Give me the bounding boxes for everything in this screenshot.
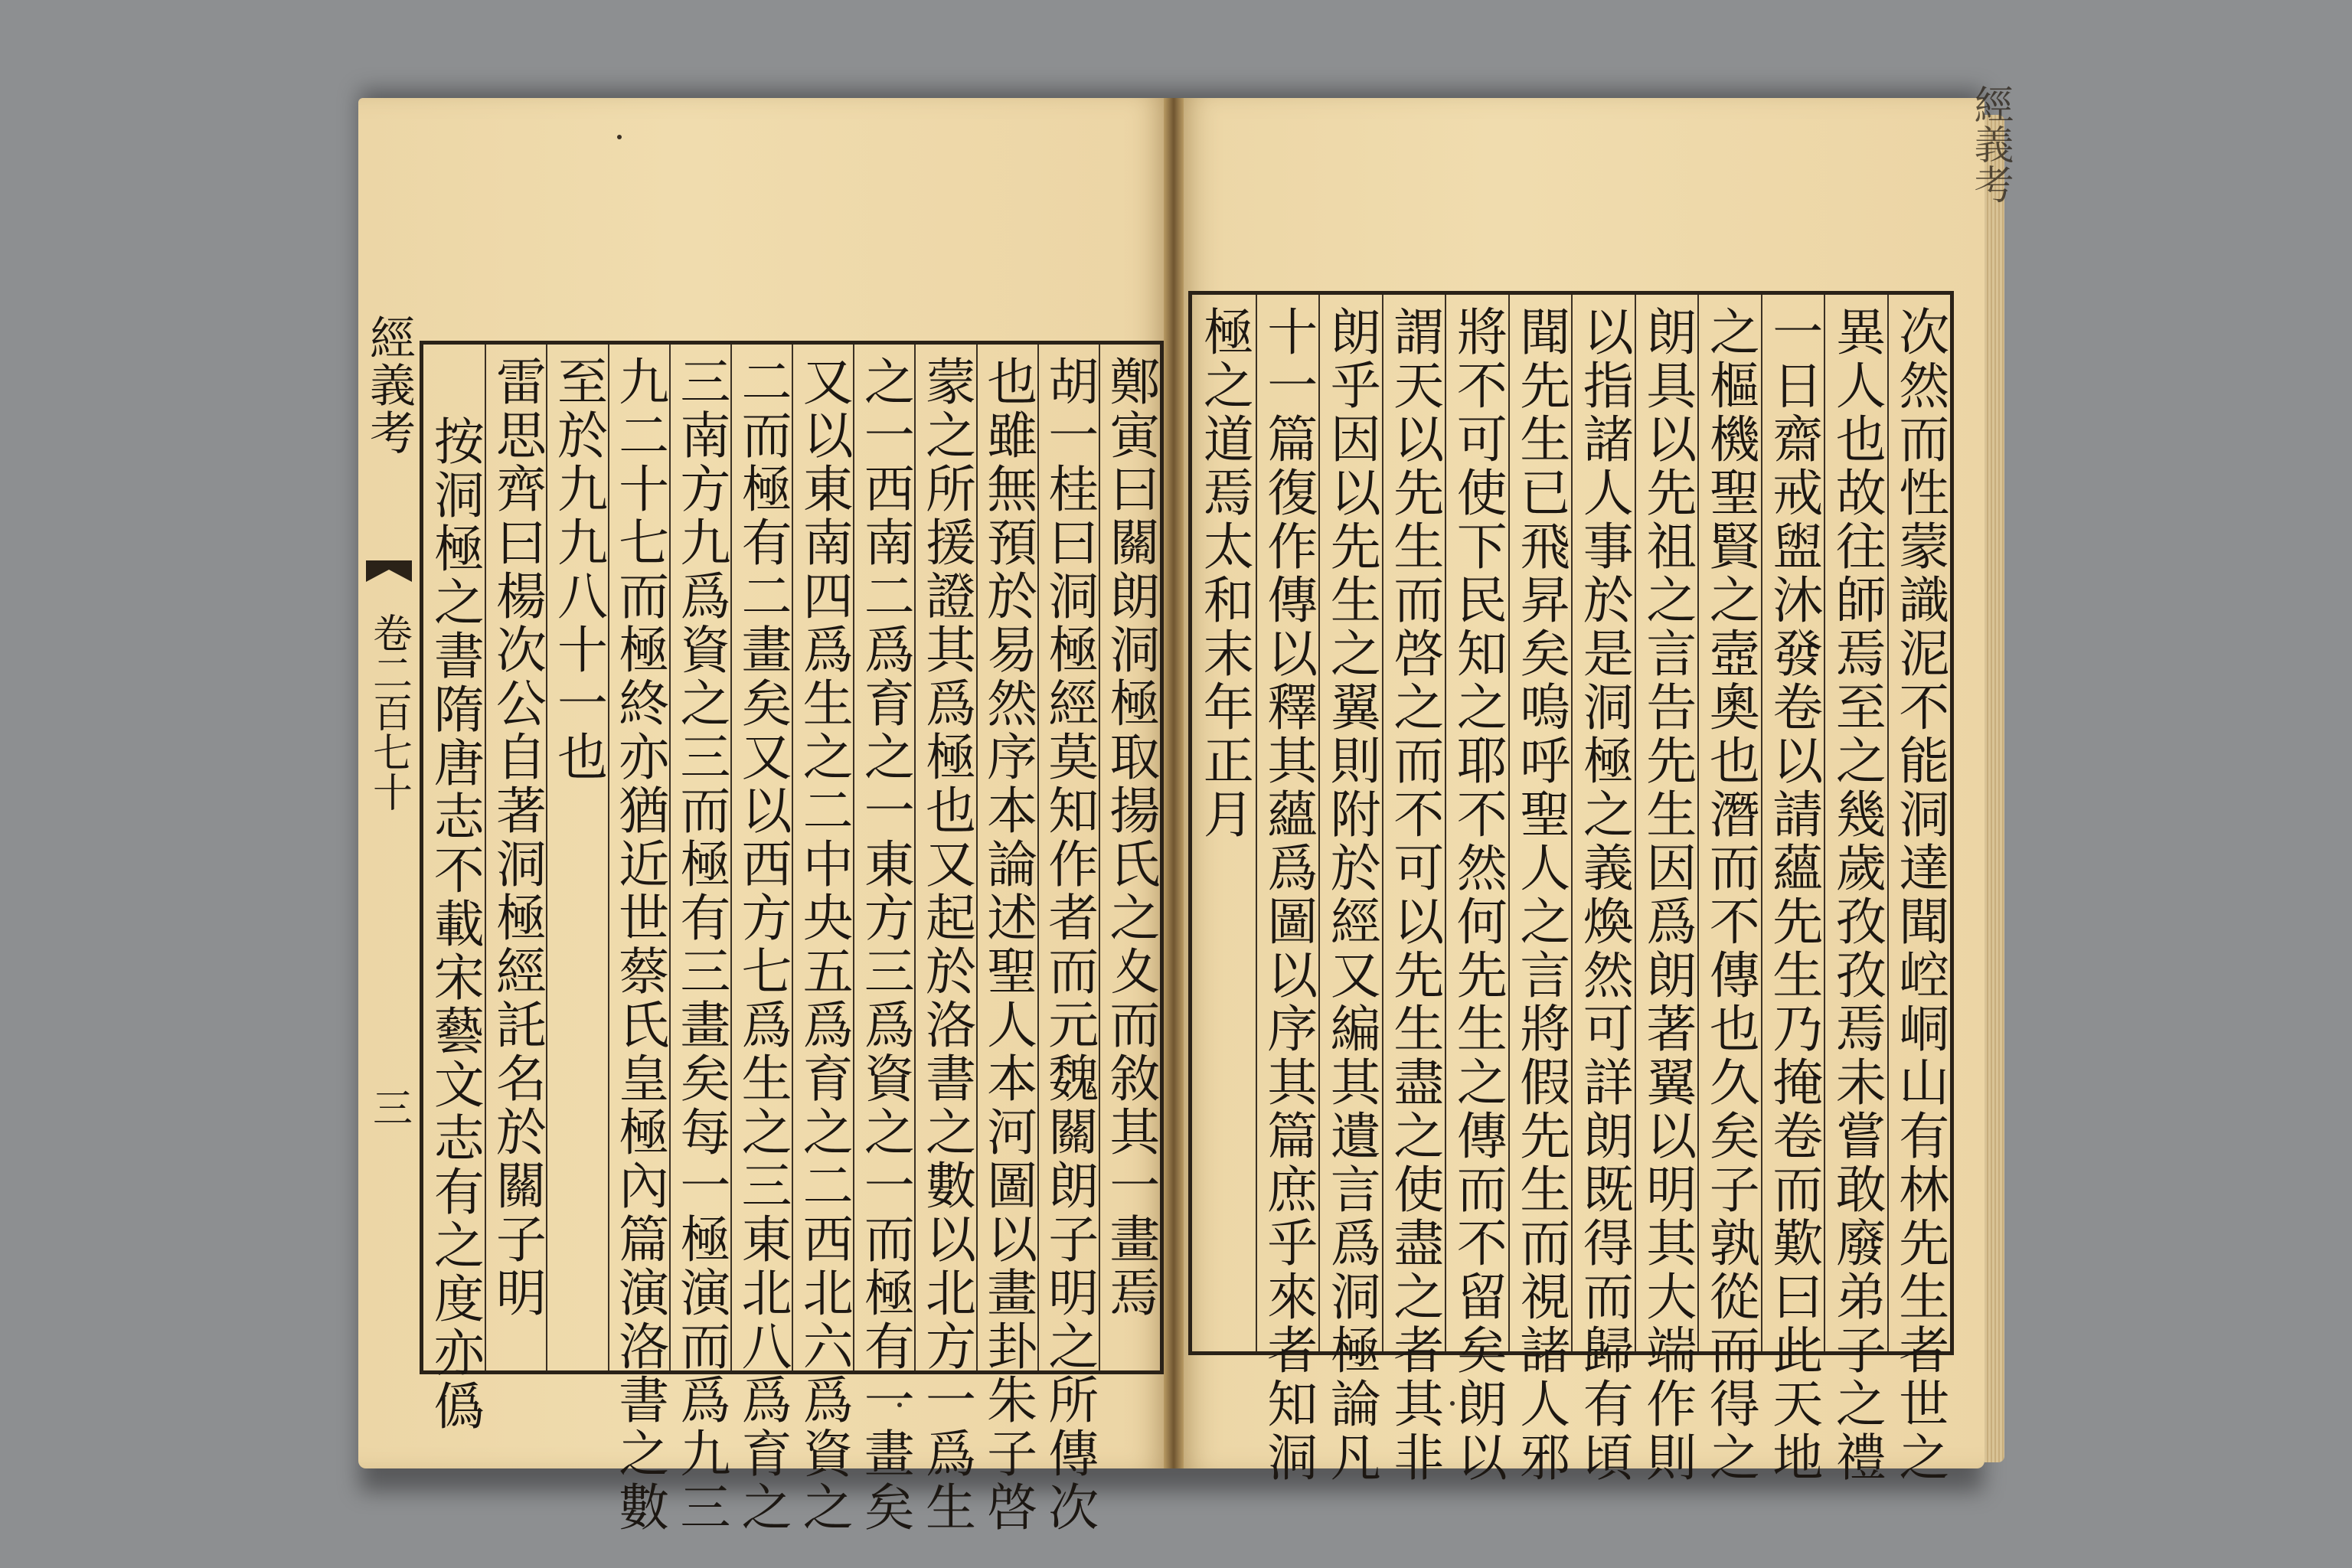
text-column	[1824, 295, 1887, 1485]
column-text: 蒙之所援證其爲極也又起於洛書之數以北方一爲生	[916, 355, 976, 1534]
column-text: 至於九九八十一也	[548, 355, 608, 784]
text-column	[730, 345, 792, 1534]
column-text: 十一篇復作傳以釋其蘊爲圖以序其篇庶乎來者知洞	[1258, 305, 1318, 1485]
page-number: 三	[365, 1087, 412, 1127]
column-text: 又以東南四爲生之二中央五爲育之二西北六爲資之	[794, 355, 854, 1534]
fishtail-mark	[364, 559, 413, 585]
ink-dot	[617, 135, 622, 139]
page-edges	[1984, 115, 2004, 1462]
text-column	[1508, 295, 1572, 1485]
text-column	[1099, 345, 1160, 1370]
column-text: 謂天以先生而啓之而不可以先生盡之使盡之者其非	[1384, 305, 1444, 1485]
volume-number: 卷二百七十	[365, 612, 412, 812]
column-text: 二而極有二畫矣又以西方七爲生之三東北八爲育之	[732, 355, 792, 1534]
text-column	[1761, 295, 1824, 1485]
column-text: 也雖無預於易然序本論述聖人本河圖以畫卦朱子啓	[978, 355, 1037, 1534]
column-text: 朗具以先祖之言告先生因爲朗著翼以明其大端作則	[1637, 305, 1697, 1485]
text-column	[1571, 295, 1635, 1485]
column-text: 之一西南二爲育之一東方三爲資之一而極有一畫矣	[855, 355, 915, 1534]
column-text: 雷思齊曰楊次公自著洞極經託名於關子明	[487, 355, 547, 1320]
text-column	[423, 345, 485, 1433]
column-text: 次然而性蒙識泥不能洞達聞崆峒山有林先生者世之	[1890, 305, 1949, 1485]
text-column	[546, 345, 607, 1370]
text-column	[1382, 295, 1446, 1485]
book-title: 經義考	[362, 314, 416, 456]
column-text: 之樞機聖賢之壼奧也潛而不傳也久矣子孰從而得之	[1700, 305, 1760, 1485]
text-column	[485, 345, 546, 1370]
column-text: 將不可使下民知之耶不然何先生之傳而不留矣朗以	[1448, 305, 1508, 1485]
left-columns	[423, 345, 1160, 1534]
center-strip	[360, 306, 418, 1370]
column-text: 朗乎因以先生之翼則附於經又編其遺言爲洞極論凡	[1321, 305, 1381, 1485]
text-column	[1192, 295, 1256, 1351]
text-column	[1697, 295, 1761, 1485]
text-column	[1635, 295, 1698, 1485]
column-text: 鄭寅曰關朗洞極取揚氏之夊而敘其一畫焉	[1100, 355, 1160, 1320]
text-column	[608, 345, 669, 1534]
right-columns	[1192, 295, 1950, 1485]
text-column	[792, 345, 854, 1534]
text-column	[1037, 345, 1099, 1534]
column-text: 一日齋戒盥沐發卷以請蘊先生乃掩卷而歎曰此天地	[1763, 305, 1823, 1485]
right-text-frame	[1188, 291, 1954, 1485]
column-text: 三南方九爲資之三而極有三畫矣每一極演而爲九三	[671, 355, 730, 1534]
column-text: 九二十七而極終亦猶近世蔡氏皇極內篇演洛書之數	[609, 355, 669, 1534]
left-text-frame	[420, 341, 1164, 1534]
column-text: 極之道焉太和末年正月	[1194, 305, 1254, 841]
column-text: 異人也故往師焉至之幾歲孜孜焉未嘗敢廢弟子之禮	[1827, 305, 1886, 1485]
text-column	[1256, 295, 1319, 1485]
column-text: 以指諸人事於是洞極之義煥然可詳朗既得而歸有頃	[1574, 305, 1634, 1485]
text-column	[1445, 295, 1508, 1485]
text-column	[1887, 295, 1951, 1485]
book-gutter	[1164, 98, 1184, 1468]
text-column	[853, 345, 915, 1534]
text-column	[669, 345, 730, 1534]
column-text: 胡一桂曰洞極經莫知作者而元魏關朗子明之所傳次	[1039, 355, 1099, 1534]
column-text: 按洞極之書隋唐志不載宋藝文志有之度亦僞	[425, 415, 485, 1433]
right-book-title: 經義考	[1967, 84, 2013, 204]
column-text: 聞先生已飛昇矣嗚呼聖人之言將假先生而視諸人邪	[1511, 305, 1570, 1485]
text-column	[1318, 295, 1382, 1485]
text-column	[976, 345, 1037, 1534]
text-column	[914, 345, 976, 1534]
